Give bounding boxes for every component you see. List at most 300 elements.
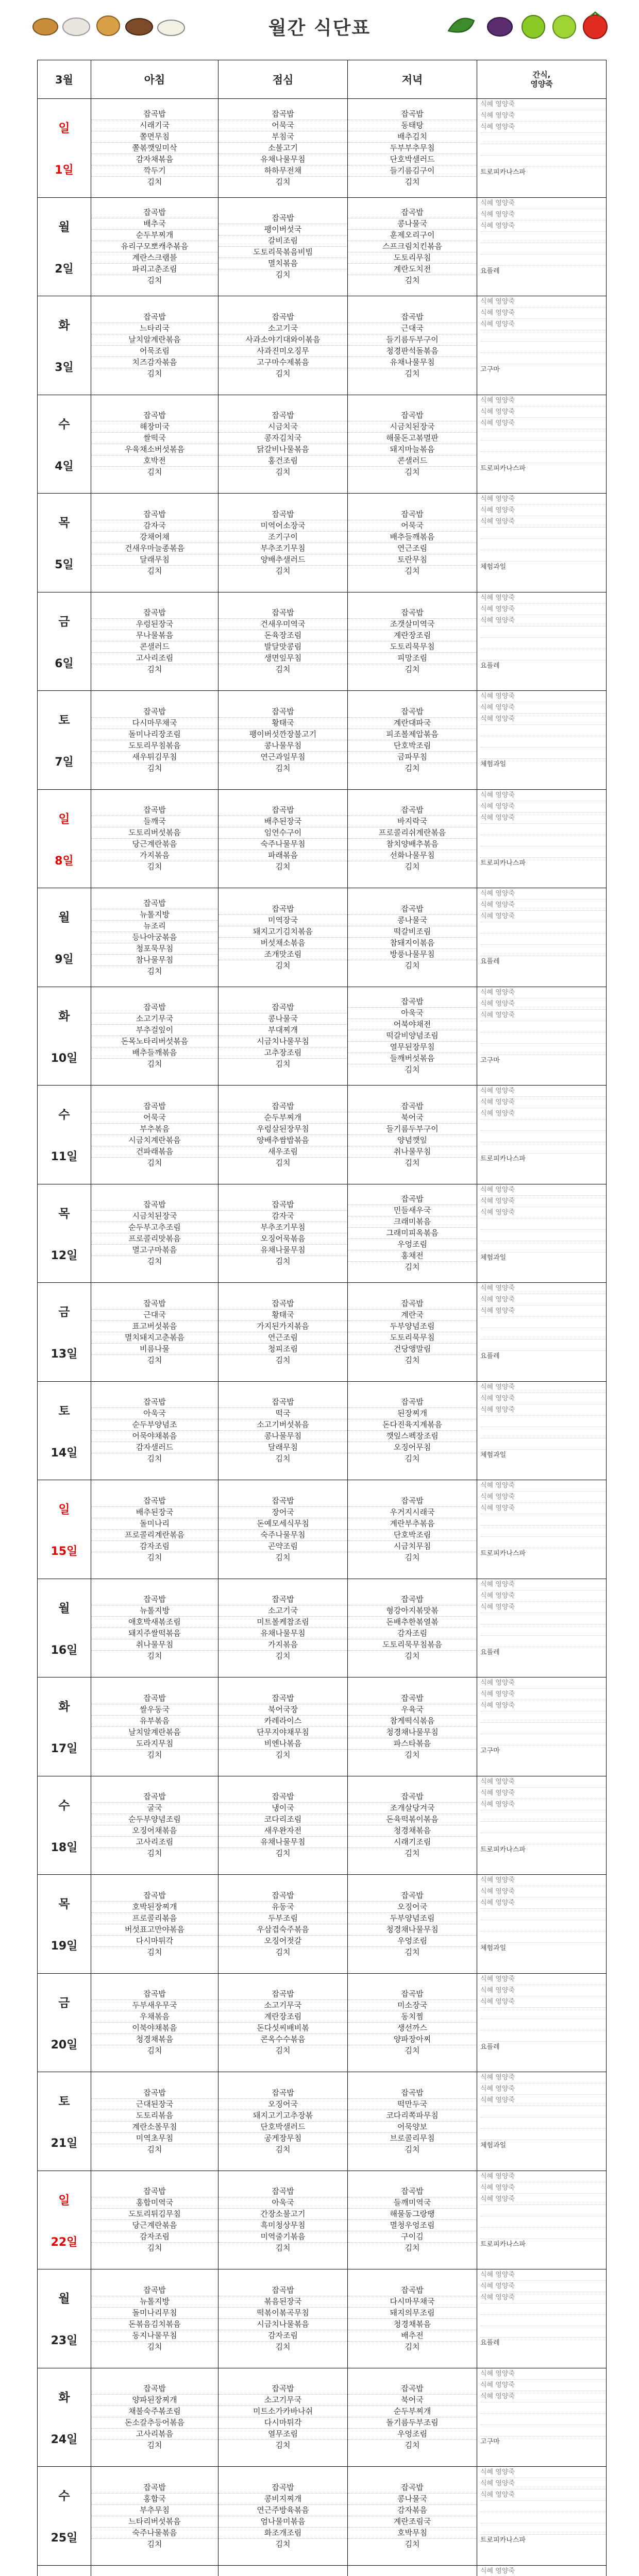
- menu-item: 다시마튀각: [91, 1936, 218, 1947]
- snack-cell: [477, 2368, 607, 2467]
- date-label: 11일: [51, 1150, 78, 1164]
- menu-item: 그래미피옥볶음: [348, 1228, 477, 1239]
- menu-item: 잡곡밥: [91, 312, 218, 323]
- menu-item: 김치: [275, 1158, 291, 1167]
- menu-item: 유채나물무침: [218, 1245, 347, 1256]
- menu-item: 김치: [147, 2539, 162, 2549]
- menu-item: 두부양념조림: [348, 1913, 477, 1924]
- menu-item: 김치: [275, 177, 291, 187]
- porridge-item: [480, 2523, 606, 2535]
- menu-item: 김치: [275, 1454, 291, 1464]
- snack-header: 간식, 영양죽: [477, 60, 607, 99]
- weekday-label: 화: [58, 2391, 70, 2404]
- lunch-cell: [218, 197, 348, 296]
- porridge-item: [480, 1120, 606, 1131]
- menu-item: 콩나물국: [348, 2494, 477, 2505]
- menu-item: 잡곡밥: [348, 312, 477, 323]
- menu-item: 김치: [275, 1849, 291, 1858]
- menu-item: 김치: [147, 1158, 162, 1167]
- menu-item: 시금치나물무침: [218, 1036, 347, 1047]
- date-label: 8일: [55, 854, 74, 868]
- snack-item: 체험과일: [480, 1944, 507, 1952]
- menu-item: 잡곡밥: [348, 410, 477, 421]
- menu-item: 부추볶음: [91, 1124, 218, 1135]
- menu-item: 생면잎무침: [218, 653, 347, 664]
- porridge-item: [480, 1822, 606, 1833]
- menu-item: 피망조림: [348, 653, 477, 664]
- menu-item: 잡곡밥: [348, 1791, 477, 1803]
- menu-item: 양념깻잎: [348, 1135, 477, 1146]
- day-cell: [38, 296, 91, 395]
- menu-item: 돌미나리무침: [91, 2308, 218, 2319]
- day-row: [38, 789, 607, 888]
- date-label: 17일: [51, 1742, 78, 1756]
- porridge-item: 식혜 영양죽: [480, 812, 606, 824]
- menu-item: 소고기국: [218, 1605, 347, 1617]
- menu-item: 잡곡밥: [218, 805, 347, 816]
- weekday-label: 일: [58, 1503, 70, 1517]
- breakfast-cell: [91, 1677, 218, 1776]
- menu-item: 들깨미역국: [348, 2197, 477, 2209]
- breakfast-cell: [91, 691, 218, 790]
- menu-item: 유채나물무침: [218, 154, 347, 165]
- menu-item: 토란무침: [348, 554, 477, 566]
- menu-item: 잡곡밥: [218, 1989, 347, 2000]
- menu-item: 당근계란볶음: [91, 839, 218, 850]
- porridge-item: [480, 452, 606, 463]
- menu-item: 떡갈비조림: [348, 926, 477, 938]
- menu-item: 김치: [147, 1947, 162, 1957]
- menu-item: 잡곡밥: [91, 2285, 218, 2296]
- breakfast-cell: [91, 296, 218, 395]
- menu-item: 미역줄기볶음: [218, 2231, 347, 2243]
- menu-item: 소고기버섯볶음: [218, 1419, 347, 1431]
- menu-item: 두부새우무국: [91, 2000, 218, 2011]
- menu-item: 호박무침: [348, 2528, 477, 2539]
- day-cell: [38, 494, 91, 592]
- menu-item: 계란조림국: [348, 2516, 477, 2528]
- dinner-cell: [348, 2269, 477, 2368]
- menu-item: 부침국: [218, 131, 347, 143]
- porridge-item: [480, 748, 606, 759]
- porridge-item: 식혜 영양죽: [480, 418, 606, 429]
- menu-item: 돈목노타리버섯볶음: [91, 1036, 218, 1047]
- menu-item: 잡곡밥: [218, 1890, 347, 1902]
- menu-item: 프로콜리계란볶음: [91, 1530, 218, 1541]
- menu-item: 홍건조림: [218, 455, 347, 467]
- menu-item: 뉴톨지방: [91, 2296, 218, 2308]
- day-cell: [38, 1480, 91, 1579]
- menu-item: 등나아궁볶음: [91, 932, 218, 943]
- menu-item: 김치: [147, 1750, 162, 1759]
- date-label: 16일: [51, 1643, 78, 1657]
- porridge-item: [480, 1931, 606, 1943]
- snack-item: 요플레: [480, 958, 500, 965]
- menu-item: 열무조림: [218, 2429, 347, 2440]
- porridge-item: [480, 626, 606, 638]
- day-row: [38, 494, 607, 592]
- menu-item: 근대국: [348, 323, 477, 334]
- porridge-item: 식혜 영양죽: [480, 1010, 606, 1021]
- snack-cell: [477, 2565, 607, 2576]
- snack-cell: [477, 1875, 607, 1974]
- porridge-item: [480, 1734, 606, 1745]
- menu-item: 뉴조리: [91, 921, 218, 932]
- day-row: [38, 1381, 607, 1480]
- menu-item: 김치: [147, 2342, 162, 2351]
- porridge-item: 식혜 영양죽: [480, 221, 606, 232]
- porridge-item: 식혜 영양죽: [480, 516, 606, 528]
- menu-item: 배추들깨볶음: [91, 1047, 218, 1059]
- menu-item: 쫄볶깻잎미삭: [91, 143, 218, 154]
- weekday-label: 월: [58, 911, 70, 925]
- menu-item: 어묵국: [218, 120, 347, 131]
- menu-item: 참나물무침: [91, 955, 218, 966]
- menu-item: 잡곡밥: [218, 1199, 347, 1211]
- porridge-item: [480, 736, 606, 748]
- menu-item: 콩나물국: [348, 915, 477, 926]
- menu-item: 김치: [275, 270, 291, 280]
- weekday-label: 수: [58, 1108, 70, 1122]
- porridge-item: [480, 725, 606, 736]
- dinner-cell: [348, 1086, 477, 1184]
- menu-item: 감자채볶음: [91, 154, 218, 165]
- porridge-item: 식혜 영양죽: [480, 209, 606, 221]
- menu-item: 미역어소장국: [218, 520, 347, 532]
- menu-item: 고구마수제볶음: [218, 357, 347, 368]
- menu-item: 돼지고기고추장볶: [218, 2110, 347, 2122]
- porridge-item: [480, 232, 606, 243]
- menu-item: 김치: [147, 2441, 162, 2450]
- menu-item: 잡곡밥: [218, 1594, 347, 1605]
- menu-item: 김치: [147, 177, 162, 187]
- dinner-cell: [348, 1875, 477, 1974]
- porridge-item: [480, 156, 606, 167]
- menu-item: 우채볶음: [91, 2011, 218, 2023]
- menu-item: 돈다진육지계볶음: [348, 1419, 477, 1431]
- breakfast-cell: [91, 987, 218, 1086]
- porridge-item: 식혜 영양죽: [480, 1207, 606, 1218]
- snack-item: 체험과일: [480, 563, 507, 571]
- menu-item: 잡곡밥: [348, 2482, 477, 2494]
- menu-item: 김치: [147, 2046, 162, 2056]
- menu-item: 느타리국: [91, 323, 218, 334]
- porridge-item: 식혜 영양죽: [480, 2566, 606, 2576]
- menu-item: 잡곡밥: [91, 1594, 218, 1605]
- porridge-item: 식혜 영양죽: [480, 2391, 606, 2402]
- menu-item: 잡곡밥: [218, 2285, 347, 2296]
- menu-item: 건새우마늘종볶음: [91, 543, 218, 554]
- menu-item: 잡곡밥: [348, 904, 477, 915]
- menu-item: 쫄면무침: [91, 131, 218, 143]
- menu-item: 잡곡밥: [218, 904, 347, 915]
- menu-item: 깍두기: [91, 165, 218, 177]
- porridge-item: [480, 2117, 606, 2129]
- menu-item: 우엉조림: [348, 1239, 477, 1250]
- menu-item: 잡곡밥: [91, 410, 218, 421]
- day-cell: [38, 2368, 91, 2467]
- menu-item: 김치: [275, 368, 291, 378]
- lunch-cell: [218, 2565, 348, 2576]
- breakfast-cell: [91, 494, 218, 592]
- porridge-item: [480, 550, 606, 562]
- menu-item: 멸치돼지고춘볶음: [91, 1332, 218, 1344]
- dinner-cell: [348, 691, 477, 790]
- menu-item: 김치: [405, 2342, 420, 2351]
- porridge-item: 식혜 영양죽: [480, 2467, 606, 2478]
- date-label: 24일: [51, 2433, 78, 2446]
- menu-item: 콩나물무침: [218, 1431, 347, 1442]
- porridge-item: [480, 342, 606, 353]
- menu-item: 고사리조림: [91, 1837, 218, 1848]
- menu-item: 해물돈고볶멸판: [348, 433, 477, 444]
- menu-item: 김치: [405, 2144, 420, 2154]
- menu-item: 배추된장국: [91, 1507, 218, 1518]
- date-label: 19일: [51, 1940, 78, 1953]
- porridge-item: 식혜 영양죽: [480, 900, 606, 911]
- menu-item: 우엉조림: [348, 1936, 477, 1947]
- menu-item: 김치: [275, 2441, 291, 2450]
- menu-item: 바지락국: [348, 816, 477, 827]
- menu-item: 오징어국: [348, 1902, 477, 1913]
- food-icons-right: [443, 0, 613, 54]
- dinner-cell: [348, 888, 477, 987]
- lunch-cell: [218, 296, 348, 395]
- breakfast-cell: [91, 1086, 218, 1184]
- porridge-item: 식혜 영양죽: [480, 1788, 606, 1799]
- menu-item: 계란국: [348, 1310, 477, 1321]
- menu-item: 시금치계란볶음: [91, 1135, 218, 1146]
- menu-item: 콩나물국: [218, 1013, 347, 1025]
- day-cell: [38, 1677, 91, 1776]
- menu-item: 아욱국: [91, 1408, 218, 1419]
- menu-item: 잡곡밥: [348, 2285, 477, 2296]
- lunch-cell: [218, 1579, 348, 1677]
- snack-item: 트로피카나스파: [480, 2536, 526, 2544]
- snack-cell: [477, 1283, 607, 1382]
- porridge-item: [480, 1416, 606, 1427]
- menu-item: 떡만두국: [348, 2099, 477, 2110]
- menu-item: 잡곡밥: [218, 1496, 347, 1507]
- weekday-label: 금: [58, 1996, 70, 2010]
- menu-item: 시금치무침: [348, 1541, 477, 1552]
- menu-item: 도토리묵무침: [348, 1332, 477, 1344]
- porridge-item: [480, 2030, 606, 2042]
- menu-item: 단호박샐러드: [348, 154, 477, 165]
- day-cell: [38, 2565, 91, 2576]
- menu-item: 조개맛조림: [218, 949, 347, 960]
- snack-cell: [477, 99, 607, 198]
- porridge-item: 식혜 영양죽: [480, 308, 606, 319]
- menu-item: 잡곡밥: [218, 607, 347, 619]
- menu-item: 김치: [147, 467, 162, 477]
- dinner-cell: [348, 1973, 477, 2072]
- menu-item: 순두부찌개: [218, 1112, 347, 1124]
- menu-item: 김치: [405, 1065, 420, 1075]
- menu-item: 청경채나물무침: [348, 1727, 477, 1738]
- day-row: [38, 99, 607, 198]
- menu-item: 양파된장찌개: [91, 2395, 218, 2406]
- menu-item: 계란부추볶음: [348, 1518, 477, 1530]
- menu-item: 청경채나물무침: [348, 1924, 477, 1936]
- porridge-item: [480, 1810, 606, 1822]
- menu-item: 김치: [405, 1262, 420, 1272]
- menu-item: 도토리볶음: [91, 2110, 218, 2122]
- menu-item: 감자볶음: [348, 2505, 477, 2516]
- porridge-item: 식혜 영양죽: [480, 714, 606, 725]
- weekday-label: 토: [58, 714, 70, 727]
- dinner-cell: [348, 1776, 477, 1875]
- day-cell: [38, 789, 91, 888]
- menu-item: 잡곡밥: [218, 706, 347, 718]
- porridge-item: [480, 1624, 606, 1636]
- weekday-label: 월: [58, 1601, 70, 1615]
- menu-item: 홍합미역국: [91, 2197, 218, 2209]
- menu-item: 김치: [147, 368, 162, 378]
- menu-item: 건새우미역국: [218, 619, 347, 630]
- menu-item: 유채나물무침: [218, 1837, 347, 1848]
- menu-item: 떡국: [218, 1408, 347, 1419]
- menu-item: 김치: [405, 1454, 420, 1464]
- menu-item: 김치: [405, 1849, 420, 1858]
- menu-item: 사과소야기대와이볶음: [218, 334, 347, 346]
- menu-item: 김치: [275, 2539, 291, 2549]
- menu-item: 우거지시래국: [348, 1507, 477, 1518]
- date-label: 14일: [51, 1446, 78, 1460]
- menu-item: 곤약조림: [218, 1541, 347, 1552]
- porridge-item: 식혜 영양죽: [480, 2269, 606, 2281]
- breakfast-cell: [91, 1579, 218, 1677]
- weekday-label: 화: [58, 1700, 70, 1714]
- date-label: 1일: [55, 164, 74, 177]
- day-row: [38, 1184, 607, 1283]
- menu-item: 잡곡밥: [91, 1496, 218, 1507]
- day-row: [38, 1480, 607, 1579]
- porridge-item: [480, 1032, 606, 1044]
- menu-item: 양배추샐러드: [218, 554, 347, 566]
- menu-item: 홍합국: [91, 2494, 218, 2505]
- porridge-item: [480, 2019, 606, 2030]
- porridge-item: 식혜 영양죽: [480, 987, 606, 998]
- menu-item: 김치: [275, 1257, 291, 1266]
- menu-item: 도토리묵볶음비빔: [218, 247, 347, 258]
- menu-item: 잡곡밥: [91, 1397, 218, 1408]
- menu-item: 참게떡식볶음: [348, 1716, 477, 1727]
- menu-item: 김치: [147, 566, 162, 575]
- menu-item: 김치: [275, 960, 291, 970]
- weekday-label: 수: [58, 417, 70, 431]
- menu-item: 잡곡밥: [91, 1989, 218, 2000]
- menu-item: 잡곡밥: [348, 1890, 477, 1902]
- snack-cell: [477, 987, 607, 1086]
- snack-cell: [477, 1381, 607, 1480]
- menu-item: 우육국: [348, 1704, 477, 1716]
- breakfast-cell: [91, 888, 218, 987]
- menu-item: 감자국: [91, 520, 218, 532]
- breakfast-cell: [91, 1776, 218, 1875]
- menu-item: 근대국: [91, 1310, 218, 1321]
- day-cell: [38, 888, 91, 987]
- date-label: 12일: [51, 1249, 78, 1262]
- menu-item: 비름나물: [91, 1344, 218, 1355]
- eggplant-icon: [487, 18, 512, 36]
- day-row: [38, 592, 607, 691]
- menu-item: 잡곡밥: [91, 2482, 218, 2494]
- menu-item: 계란장조림: [348, 630, 477, 641]
- weekday-label: 목: [58, 1207, 70, 1221]
- menu-item: 감자조림: [91, 1541, 218, 1552]
- breakfast-cell: [91, 2565, 218, 2576]
- menu-item: 생선까스: [348, 2023, 477, 2034]
- porridge-item: [480, 1636, 606, 1647]
- weekday-label: 수: [58, 2489, 70, 2503]
- porridge-item: [480, 934, 606, 945]
- menu-item: 잡곡밥: [348, 109, 477, 120]
- menu-item: 우렁살된장무침: [218, 1124, 347, 1135]
- menu-item: 순두부찌개: [348, 2406, 477, 2417]
- menu-item: 유채나물무침: [348, 357, 477, 368]
- porridge-item: [480, 2205, 606, 2216]
- menu-item: 잡곡밥: [218, 2088, 347, 2099]
- menu-item: 시금치국: [218, 421, 347, 433]
- lunch-cell: [218, 99, 348, 198]
- porridge-item: 식혜 영양죽: [480, 1985, 606, 1996]
- porridge-item: [480, 1723, 606, 1734]
- menu-item: 조개살당겨국: [348, 1803, 477, 1814]
- breakfast-cell: [91, 1480, 218, 1579]
- menu-item: 김치: [275, 2144, 291, 2154]
- menu-item: 우삼겹숙주볶음: [218, 1924, 347, 1936]
- menu-item: 잡곡밥: [218, 1693, 347, 1704]
- menu-item: 잡곡밥: [91, 706, 218, 718]
- porridge-item: [480, 2303, 606, 2315]
- porridge-item: [480, 440, 606, 452]
- porridge-item: [480, 2425, 606, 2436]
- porridge-item: [480, 1218, 606, 1230]
- menu-item: 떡볶이볶곡무침: [218, 2308, 347, 2319]
- menu-item: 어묵국: [348, 520, 477, 532]
- menu-item: 잡곡밥: [348, 1496, 477, 1507]
- menu-item: 어묵야채볶음: [91, 1431, 218, 1442]
- snack-item: 트로피카나스파: [480, 1155, 526, 1163]
- menu-item: 소고기국: [218, 323, 347, 334]
- menu-item: 고추장조림: [218, 1047, 347, 1059]
- menu-item: 김치: [275, 1355, 291, 1365]
- menu-item: 잡곡밥: [218, 2383, 347, 2395]
- menu-item: 코다리쪽파무침: [348, 2110, 477, 2122]
- porridge-item: 식혜 영양죽: [480, 801, 606, 812]
- menu-item: 김치: [405, 1552, 420, 1562]
- menu-item: 북어국: [348, 1112, 477, 1124]
- menu-item: 갈비조림: [218, 235, 347, 247]
- month-header: 3월: [38, 60, 91, 99]
- snack-item: 고구마: [480, 366, 500, 374]
- weekday-label: 목: [58, 516, 70, 530]
- menu-item: 김치: [405, 2046, 420, 2056]
- menu-item: 청포묵무침: [91, 943, 218, 955]
- menu-item: 잡곡밥: [348, 207, 477, 218]
- day-cell: [38, 2467, 91, 2566]
- menu-item: 시래기국: [91, 120, 218, 131]
- porridge-item: 식혜 영양죽: [480, 1492, 606, 1503]
- snack-cell: [477, 1480, 607, 1579]
- menu-item: 잡곡밥: [91, 1693, 218, 1704]
- day-cell: [38, 1579, 91, 1677]
- menu-item: 김치: [275, 1750, 291, 1759]
- menu-item: 잡곡밥: [348, 996, 477, 1008]
- menu-item: 돈볶음김치볶음: [91, 2319, 218, 2330]
- day-cell: [38, 592, 91, 691]
